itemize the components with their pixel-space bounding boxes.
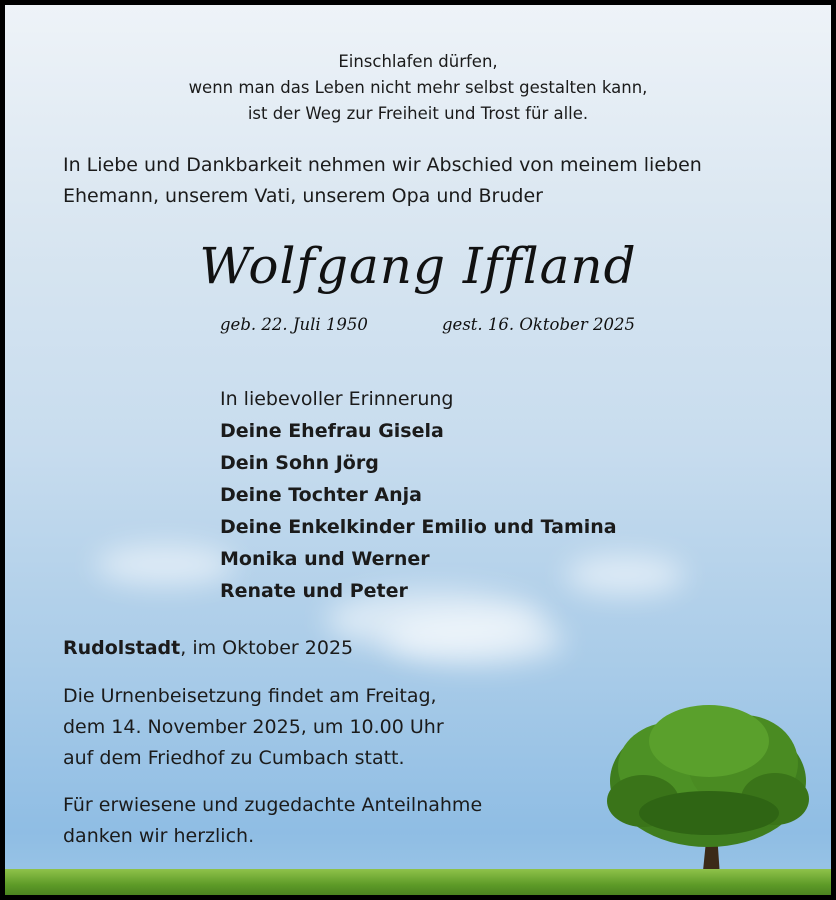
mourner-name: Dein Sohn Jörg bbox=[220, 452, 379, 474]
grass-strip bbox=[5, 869, 831, 895]
mourners-heading: In liebevoller Erinnerung bbox=[220, 388, 454, 410]
intro-text bbox=[63, 150, 803, 212]
background-cloud bbox=[95, 545, 235, 585]
place-date bbox=[63, 637, 353, 659]
birth-date: geb. 22. Juli 1950 bbox=[220, 315, 368, 334]
intro-line: Ehemann, unserem Vati, unserem Opa und Bruder bbox=[63, 185, 543, 207]
place-date-text: , im Oktober 2025 bbox=[180, 637, 354, 659]
funeral-info bbox=[63, 681, 444, 774]
poem-line: wenn man das Leben nicht mehr selbst gestalten kann, bbox=[188, 78, 648, 97]
background-cloud bbox=[385, 615, 565, 665]
mourner-name: Renate und Peter bbox=[220, 580, 408, 602]
mourners-list bbox=[220, 383, 617, 607]
thanks-line: danken wir herzlich. bbox=[63, 825, 255, 847]
intro-line: In Liebe und Dankbarkeit nehmen wir Abschied von meinem lieben bbox=[63, 154, 702, 176]
thanks-line: Für erwiesene und zugedachte Anteilnahme bbox=[63, 794, 483, 816]
place-city: Rudolstadt bbox=[63, 637, 181, 659]
poem-line: Einschlafen dürfen, bbox=[338, 52, 498, 71]
thanks-text bbox=[63, 790, 482, 852]
mourner-name: Monika und Werner bbox=[220, 548, 430, 570]
funeral-line: Die Urnenbeisetzung findet am Freitag, bbox=[63, 685, 437, 707]
mourner-name: Deine Ehefrau Gisela bbox=[220, 420, 444, 442]
funeral-line: dem 14. November 2025, um 10.00 Uhr bbox=[63, 716, 444, 738]
poem-line: ist der Weg zur Freiheit und Trost für alle. bbox=[247, 104, 589, 123]
death-date: gest. 16. Oktober 2025 bbox=[442, 315, 635, 334]
tree-illustration bbox=[603, 701, 813, 891]
funeral-line: auf dem Friedhof zu Cumbach statt. bbox=[63, 747, 405, 769]
mourner-name: Deine Enkelkinder Emilio und Tamina bbox=[220, 516, 617, 538]
mourner-name: Deine Tochter Anja bbox=[220, 484, 422, 506]
deceased-name: Wolfgang Iffland bbox=[199, 237, 637, 295]
poem bbox=[5, 49, 831, 127]
